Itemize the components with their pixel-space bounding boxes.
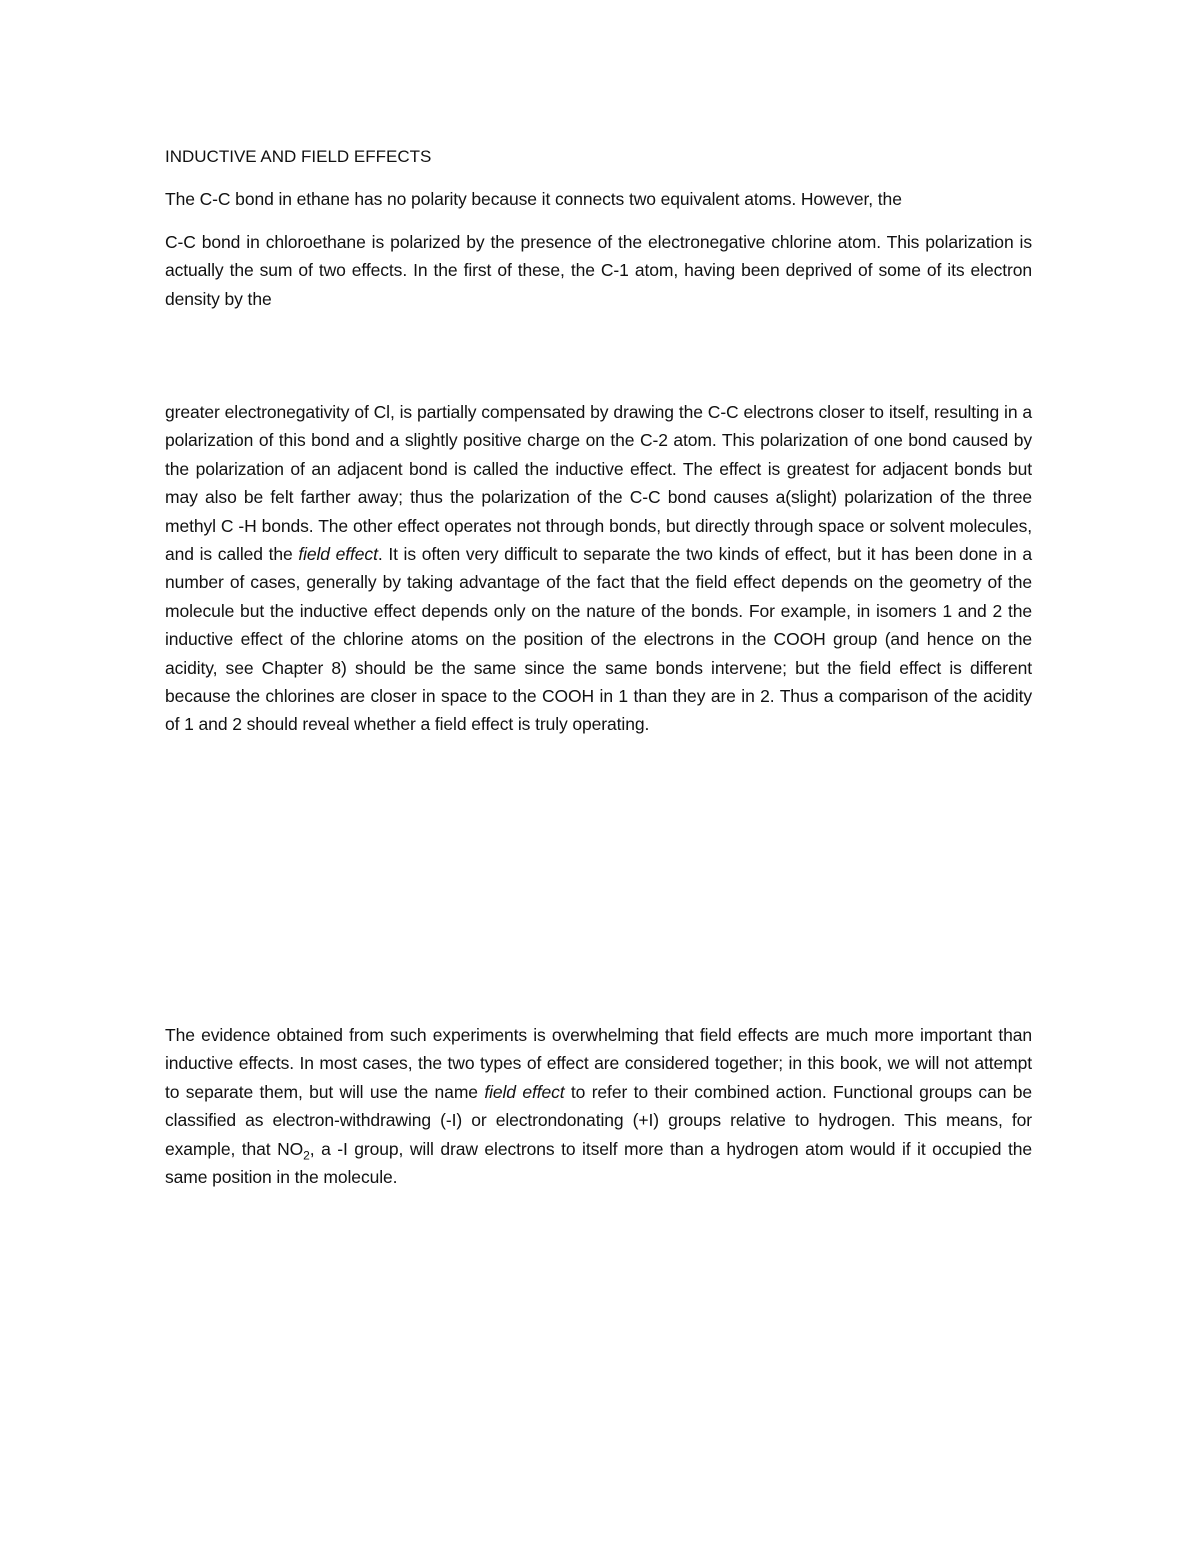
- paragraph-3: [165, 398, 1032, 739]
- document-title: INDUCTIVE AND FIELD EFFECTS: [165, 147, 432, 166]
- paragraph-4-text-a: The evidence obtained from such experiments is overwhelming that field effects are much more important than inductive effects. In most cases, the two types of effect are considered together; in this book, we will not attempt to separate them, but will use the name: [165, 1025, 1032, 1102]
- paragraph-4-text-c: , a -I group, will draw electrons to itself more than a hydrogen atom would if it occupied the same position in the molecule.: [165, 1138, 1032, 1188]
- paragraph-4: [165, 1021, 1032, 1191]
- paragraph-4-text-b: to refer to their combined action. Functional groups can be classified as electron-withdrawing (-I) or electrondonating (+I) groups relative to hydrogen. This means, for example, that NO: [165, 1081, 1032, 1159]
- paragraph-3-text-b: . It is often very difficult to separate the two kinds of effect, but it has been done in a number of cases, generally by taking advantage of the fact that the field effect depends on the geometry of the molecule but the inductive effect depends only on the nature of the bonds. For example, in isomers 1 and 2 the inductive effect of the chlorine atoms on the position of the electrons in the COOH group (and hence on the acidity, see Chapter 8) should be the same since the same bonds intervene; but the field effect is different because the chlorines are closer in space to the COOH in 1 than they are in 2. Thus a comparison of the acidity of 1 and 2 should reveal whether a field effect is truly operating.: [165, 544, 1032, 735]
- paragraph-3-text-a: greater electronegativity of Cl, is partially compensated by drawing the C-C electrons closer to itself, resulting in a polarization of this bond and a slightly positive charge on the C-2 atom. This polarization of one bond caused by the polarization of an adjacent bond is called the inductive effect. The effect is greatest for adjacent bonds but may also be felt farther away; thus the polarization of the C-C bond causes a(slight) polarization of the three methyl C -H bonds. The other effect operates not through bonds, but directly through space or solvent molecules, and is called the: [165, 402, 1032, 565]
- paragraph-4-italic: field effect: [484, 1081, 565, 1102]
- paragraph-2: C-C bond in chloroethane is polarized by the presence of the electronegative chlorine atom. This polarization is actually the sum of two effects. In the first of these, the C-1 atom, having been deprived of some of its electron density by the: [165, 232, 1032, 309]
- paragraph-4-subscript: 2: [303, 1148, 310, 1163]
- paragraph-3-italic: field effect: [298, 544, 378, 565]
- paragraph-1: The C-C bond in ethane has no polarity because it connects two equivalent atoms. However, the: [165, 189, 902, 209]
